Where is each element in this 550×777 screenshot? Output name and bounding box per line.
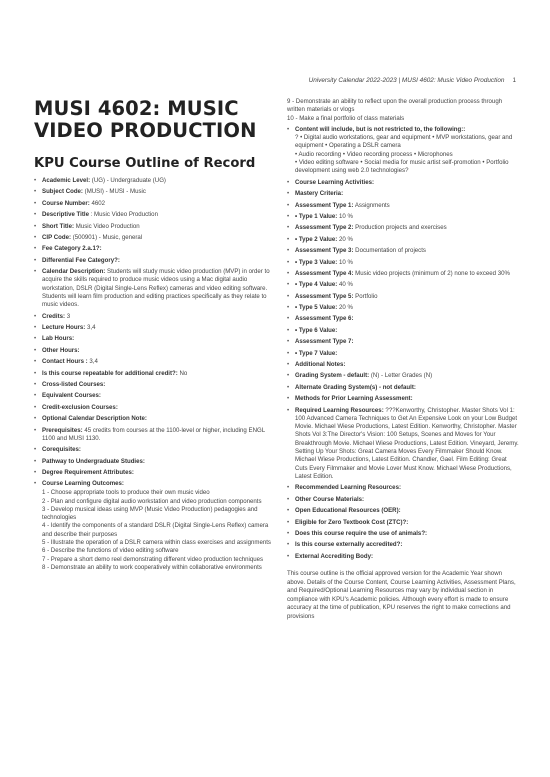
field-label: Prerequisites: (42, 426, 83, 434)
field-label: Assessment Type 7: (295, 338, 354, 346)
field-label: Descriptive Title (42, 211, 89, 219)
field-label: • Type 5 Value: (295, 304, 338, 312)
field-label: Other Course Materials: (295, 495, 365, 503)
field-value: (UG) - Undergraduate (UG) (90, 177, 166, 184)
learning-outcome: 10 - Make a final portfolio of class materials (287, 114, 405, 122)
field-label: Other Hours: (42, 346, 80, 354)
outline-heading: KPU Course Outline of Record (34, 156, 256, 171)
learning-outcome: 9 - Demonstrate an ability to reflect upon the overall production process through written materials or vlogs (287, 98, 503, 114)
field-label: Short Title: (42, 222, 75, 230)
field-item (34, 211, 278, 219)
field-label: Optional Calendar Description Note: (42, 415, 147, 423)
field-item (287, 407, 519, 482)
field-label: Equivalent Courses: (42, 392, 101, 400)
field-label: Alternate Grading System(s) - not default: (295, 383, 416, 391)
learning-outcomes-continued (287, 98, 519, 123)
field-item (34, 446, 278, 454)
field-item (34, 257, 278, 265)
field-value: 3,4 (85, 324, 96, 332)
field-item (287, 327, 519, 335)
content-label: • Content will include, but is not restricted to, the following:: (295, 125, 466, 133)
learning-outcomes (34, 480, 278, 572)
learning-outcome: 5 - Illustrate the operation of a DSLR camera within class exercises and assignments (42, 539, 271, 547)
field-item (34, 370, 278, 378)
field-item (34, 177, 278, 185)
field-item (34, 392, 278, 400)
field-label: • Type 4 Value: (295, 281, 338, 289)
field-item (287, 541, 519, 549)
field-value: Production projects and exercises (353, 224, 447, 232)
field-label: Assessment Type 1: (295, 201, 354, 209)
field-item (287, 202, 519, 210)
field-item (34, 335, 278, 343)
disclaimer-text: This course outline is the official approved version for the Academic Year shown above. Details of the Course Content, Course Learning Activities, Assessment Plans, and Required/Optional Learning Resources may vary by individual section in compliance with KPU's Academic policies. Although every effort is made to ensure accuracy at the time of publication, KPU reserves the right to make corrections and provisions (287, 569, 516, 620)
field-item (287, 213, 519, 221)
field-item (287, 484, 519, 492)
running-title: University Calendar 2022-2023 | MUSI 4602: Music Video Production (308, 77, 505, 84)
field-item (34, 458, 278, 466)
field-value: (N) - Letter Grades (N) (369, 372, 433, 380)
field-label: Academic Level: (42, 177, 91, 184)
field-label: External Accrediting Body: (295, 552, 373, 560)
field-item (287, 179, 519, 187)
field-label: Degree Requirement Attributes: (42, 469, 134, 477)
field-item (287, 293, 519, 301)
content-line-1: ? • Digital audio workstations, gear and equipment • MVP workstations, gear and equipment • Operating a DSLR camera (295, 134, 513, 150)
field-value: 3,4 (87, 358, 98, 366)
field-label: • Type 3 Value: (295, 258, 338, 266)
field-value: Assignments (353, 201, 390, 209)
field-item (287, 224, 519, 232)
field-item (287, 384, 519, 392)
field-label: • Type 7 Value: (295, 349, 338, 357)
learning-outcome: 7 - Prepare a short demo reel demonstrating different video production techniques (42, 555, 264, 563)
field-item (287, 281, 519, 289)
field-item (34, 404, 278, 412)
page-number: 1 (512, 77, 516, 84)
field-item (34, 415, 278, 423)
field-value: Documentation of projects (353, 247, 426, 255)
learning-outcomes-label: • Course Learning Outcomes: (42, 480, 124, 488)
field-item (34, 234, 278, 242)
field-item (34, 324, 278, 332)
course-fields-list (34, 177, 278, 572)
field-value: Music Video Production (74, 222, 140, 230)
field-item (287, 519, 519, 527)
field-item (287, 338, 519, 346)
field-item (287, 190, 519, 198)
field-item (287, 372, 519, 380)
field-value: 20 % (337, 304, 353, 312)
field-item (34, 313, 278, 321)
learning-outcome: 8 - Demonstrate an ability to work cooperatively within collaborative environments (42, 563, 262, 571)
field-item (287, 236, 519, 244)
field-label: Assessment Type 3: (295, 247, 354, 255)
field-label: Credit-exclusion Courses: (42, 403, 118, 411)
field-item (287, 496, 519, 504)
field-label: • Type 1 Value: (295, 212, 338, 220)
left-column (34, 98, 278, 575)
field-value: 4602 (89, 199, 105, 207)
field-label: Corequisites: (42, 446, 81, 454)
field-item (287, 259, 519, 267)
field-value: 45 credits from courses at the 1100-level or higher, including ENGL 1100 and MUSI 1130. (42, 426, 265, 442)
content-line-3: • Video editing software • Social media for music artist self-promotion • Portfolio development using web 2.0 technologies? (295, 159, 509, 175)
learning-outcome: 6 - Describe the functions of video editing software (42, 547, 179, 555)
field-item (287, 530, 519, 538)
field-item (34, 245, 278, 253)
field-value: 40 % (337, 281, 353, 289)
field-label: Recommended Learning Resources: (295, 484, 401, 492)
field-item (287, 247, 519, 255)
field-label: Lab Hours: (42, 335, 75, 343)
field-label: Cross-listed Courses: (42, 381, 106, 389)
field-item (34, 188, 278, 196)
field-label: Contact Hours : (42, 358, 88, 366)
field-label: Assessment Type 5: (295, 292, 354, 300)
field-label: Methods for Prior Learning Assessment: (295, 395, 413, 403)
field-label: CIP Code: (42, 233, 72, 241)
field-value: Music video projects (minimum of 2) none to exceed 30% (353, 269, 510, 277)
learning-outcome: 1 - Choose appropriate tools to produce their own music video (42, 489, 210, 497)
field-value: (MUSI) - MUSI - Music (82, 188, 146, 196)
field-item (34, 223, 278, 231)
field-label: Course Learning Activities: (295, 178, 375, 186)
content-line-2: • Audio recording • Video recording process • Microphones (295, 150, 453, 158)
field-label: • Type 2 Value: (295, 235, 338, 243)
field-item (34, 469, 278, 477)
content-item (287, 126, 519, 176)
field-item (287, 304, 519, 312)
field-label: Grading System - default: (295, 372, 370, 380)
field-item (34, 200, 278, 208)
field-label: Pathway to Undergraduate Studies: (42, 457, 145, 465)
field-item (287, 270, 519, 278)
field-item (287, 315, 519, 323)
field-item (34, 347, 278, 355)
field-item (34, 381, 278, 389)
field-value: 3 (65, 312, 71, 320)
field-value: Portfolio (353, 292, 378, 300)
field-item (34, 358, 278, 366)
field-label: Additional Notes: (295, 361, 346, 369)
field-value: ???Kenworthy, Christopher. Master Shots Vol 1: 100 Advanced Camera Techniques to Get An Expensive Look on your Low Budget Movie. Michael Wiese Productions, Latest Edition. Kenworthy, Christopher. Master Shots Vol 3:The Director's Vision: 100 Setups, Scenes and Moves for Your Breakthrough Movie. Michael Wiese Productions, Latest Edition. Vineyard, Jeremy. Setting Up Your Shots: Great Camera Moves Every Filmmaker Should Know. Michael Wiese Productions, Latest Edition. Chandler, Gael. Film Editing: Great Cuts Every Filmmaker and Movie Lover Must Know. Michael Wiese Productions, Latest Edition. (295, 406, 519, 480)
field-label: Fee Category 2.a.1?: (42, 245, 102, 253)
field-label: Eligible for Zero Textbook Cost (ZTC)?: (295, 518, 409, 526)
field-label: Differential Fee Category?: (42, 256, 120, 264)
right-column (287, 98, 519, 622)
field-value: 10 % (337, 212, 353, 220)
field-label: Assessment Type 6: (295, 315, 354, 323)
field-label: Course Number: (42, 199, 90, 207)
content-list (287, 126, 519, 176)
field-label: Subject Code: (42, 188, 83, 196)
field-value: 10 % (337, 258, 353, 266)
field-item (287, 350, 519, 358)
course-title: MUSI 4602: MUSIC VIDEO PRODUCTION (34, 97, 257, 142)
field-label: Assessment Type 4: (295, 269, 354, 277)
field-value: : Music Video Production (88, 211, 158, 219)
field-item (287, 553, 519, 561)
field-label: Does this course require the use of animals?: (295, 529, 428, 537)
learning-outcome: 3 - Develop musical ideas using MVP (Music Video Production) pedagogies and technologies (42, 505, 258, 522)
running-header (309, 77, 516, 84)
assessment-fields-list (287, 179, 519, 561)
field-value: No (177, 369, 188, 377)
field-label: Is this course repeatable for additional credit?: (42, 369, 178, 377)
field-label: Calendar Description: (42, 268, 106, 276)
field-value: Students will study music video production (MVP) in order to acquire the skills required to produce music videos using a Mac digital audio workstation, DSLR (Digital Single-Lens Reflex) cameras and video editing software. Students will learn film production and editing practices specifically as they relate to music videos. (42, 268, 270, 309)
field-label: Required Learning Resources: (295, 406, 384, 414)
field-item (34, 268, 278, 309)
learning-outcome: 2 - Plan and configure digital audio workstation and video production components (42, 497, 262, 505)
field-label: Is this course externally accredited?: (295, 541, 403, 549)
field-item (287, 395, 519, 403)
field-label: • Type 6 Value: (295, 326, 338, 334)
field-label: Open Educational Resources (OER): (295, 507, 401, 515)
learning-outcome: 4 - Identify the components of a standard DSLR (Digital Single-Lens Reflex) camera and describe their purposes (42, 522, 269, 538)
field-label: Credits: (42, 312, 66, 320)
field-item (287, 507, 519, 515)
field-label: Mastery Criteria: (295, 190, 344, 198)
field-item (287, 361, 519, 369)
field-label: Lecture Hours: (42, 324, 86, 332)
field-label: Assessment Type 2: (295, 224, 354, 232)
field-value: 20 % (337, 235, 353, 243)
field-value: (500901) - Music, general (71, 233, 143, 241)
field-item (34, 427, 278, 444)
